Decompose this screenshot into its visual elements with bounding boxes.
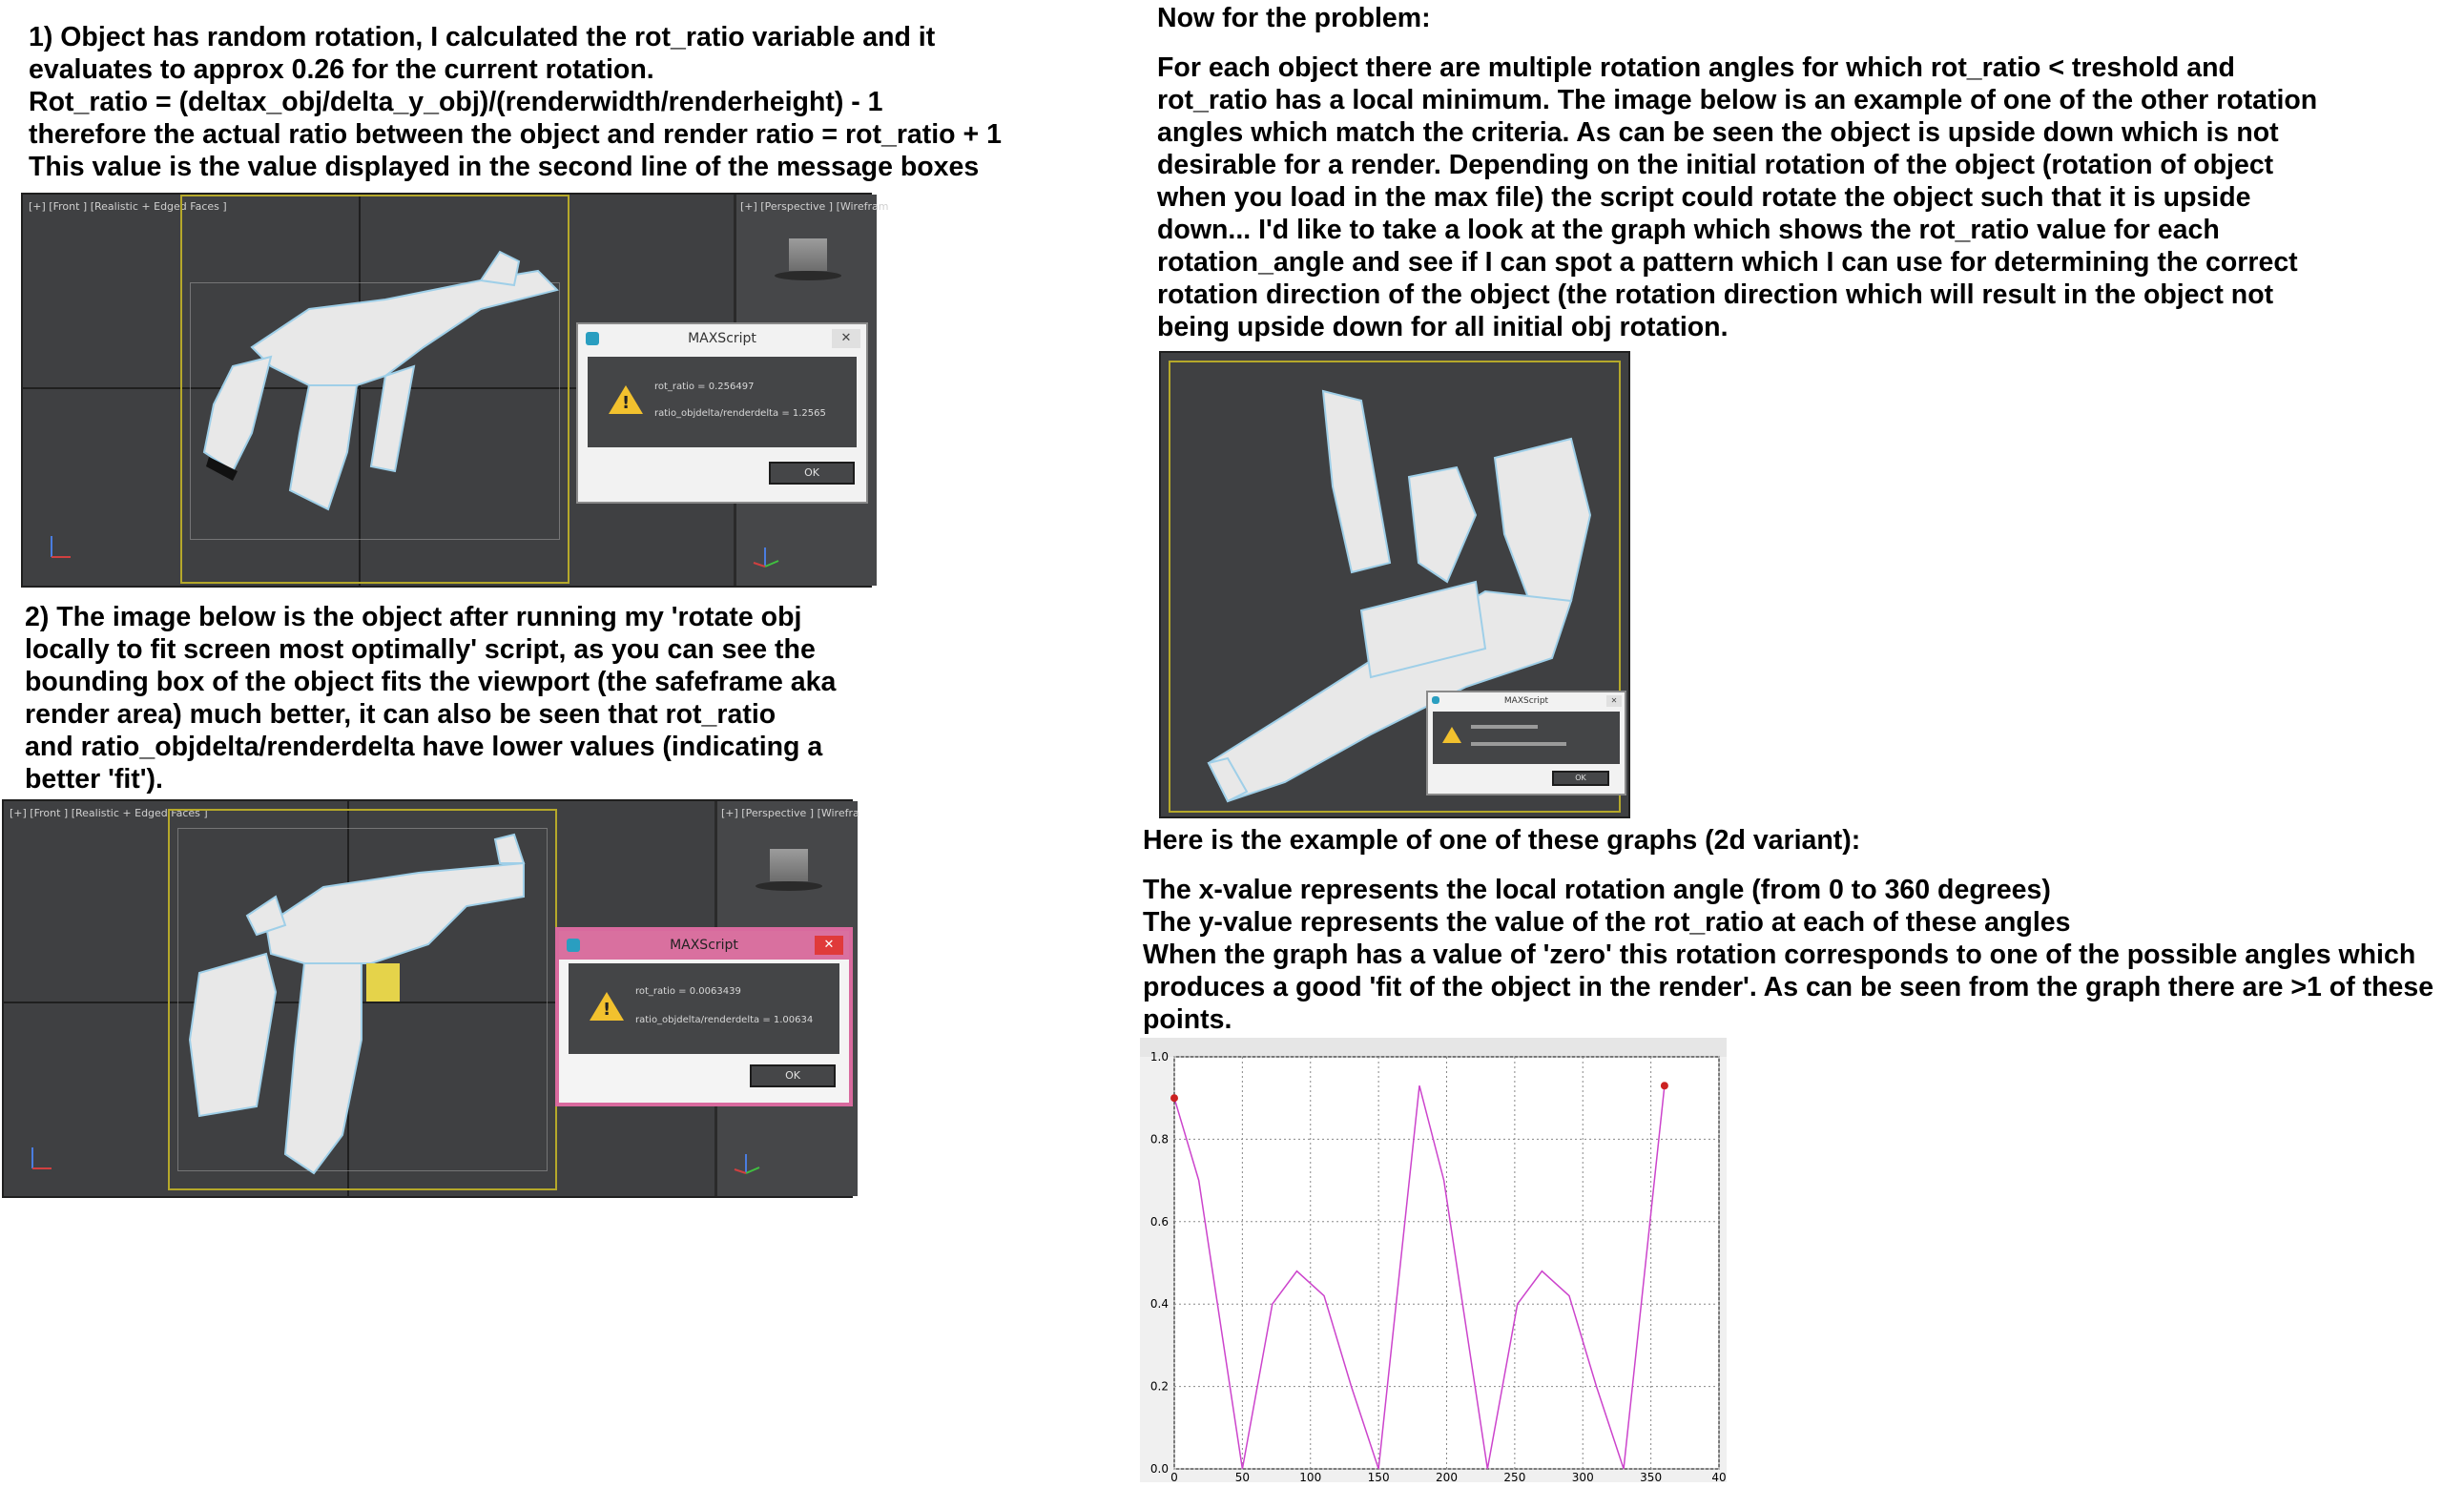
dialog-close-button[interactable]: ✕ <box>815 936 843 955</box>
text-line: desirable for a render. Depending on the initial rotation of the object (rotation of object <box>1157 150 2274 180</box>
viewcube-base <box>756 881 822 891</box>
x-tick-label: 300 <box>1571 1471 1594 1484</box>
x-tick-label: 0 <box>1170 1471 1178 1484</box>
dialog-line-ratio: ratio_objdelta/renderdelta = 1.2565 <box>654 408 826 419</box>
text-line: produces a good 'fit of the object in the render'. As can be seen from the graph there are >1 of these <box>1143 972 2434 1002</box>
dialog-line-blurred <box>1471 742 1566 746</box>
viewcube-base <box>775 271 841 280</box>
rot-ratio-chart <box>1140 1038 1727 1482</box>
chart-toolbar-strip <box>1140 1038 1727 1057</box>
maxscript-dialog <box>576 322 868 504</box>
x-tick-label: 150 <box>1367 1471 1390 1484</box>
axis-gizmo-icon <box>42 528 80 567</box>
dialog-title: MAXScript <box>578 324 866 353</box>
viewport-label: [+] [Perspective ] [Wirefram <box>740 200 889 213</box>
x-tick-label: 50 <box>1234 1471 1251 1484</box>
text-line: angles which match the criteria. As can be seen the object is upside down which is not <box>1157 117 2279 148</box>
y-tick-label: 0.2 <box>1149 1379 1169 1394</box>
text-line: This value is the value displayed in the second line of the message boxes <box>29 152 980 182</box>
text-line: therefore the actual ratio between the object and render ratio = rot_ratio + 1 <box>29 119 1002 150</box>
viewport-label: [+] [Front ] [Realistic + Edged Faces ] <box>10 807 208 819</box>
dialog-ok-button[interactable]: OK <box>750 1064 836 1087</box>
gun-model <box>195 242 576 528</box>
text-line: down... I'd like to take a look at the graph which shows the rot_ratio value for each <box>1157 215 2220 245</box>
x-tick-label: 40 <box>1711 1471 1727 1484</box>
viewport-screenshot-upside-down <box>1159 351 1630 818</box>
text-line: Rot_ratio = (deltax_obj/delta_y_obj)/(renderwidth/renderheight) - 1 <box>29 87 883 117</box>
text-line: locally to fit screen most optimally' script, as you can see the <box>25 634 816 665</box>
intro-paragraph <box>29 21 1002 183</box>
text-line: when you load in the max file) the script could rotate the object such that it is upside <box>1157 182 2251 213</box>
warning-icon-mark: ! <box>603 1000 611 1020</box>
viewport-screenshot-random-rotation <box>21 193 889 588</box>
graph-heading: Here is the example of one of these graphs (2d variant): <box>1143 825 1861 856</box>
dialog-close-button[interactable]: ✕ <box>832 329 860 348</box>
text-line: evaluates to approx 0.26 for the current rotation. <box>29 54 654 85</box>
text-line: and ratio_objdelta/renderdelta have lower values (indicating a <box>25 732 823 762</box>
gun-model <box>180 820 543 1183</box>
y-tick-label: 1.0 <box>1149 1050 1169 1064</box>
x-tick-label: 250 <box>1503 1471 1526 1484</box>
text-line: points. <box>1143 1004 1232 1035</box>
text-line: better 'fit'). <box>25 764 163 795</box>
perspective-viewport <box>1161 353 1628 816</box>
warning-icon <box>1442 727 1461 743</box>
maxscript-app-icon <box>567 939 580 952</box>
y-tick-label: 0.0 <box>1149 1462 1169 1476</box>
second-paragraph <box>25 601 836 795</box>
axis-gizmo-icon <box>727 1145 765 1183</box>
y-tick-label: 0.4 <box>1149 1297 1169 1311</box>
viewcube-icon <box>789 238 827 271</box>
dialog-message-area <box>588 357 857 447</box>
text-line: The y-value represents the value of the rot_ratio at each of these angles <box>1143 907 2071 938</box>
dialog-line-blurred <box>1471 725 1538 729</box>
text-line: render area) much better, it can also be seen that rot_ratio <box>25 699 776 730</box>
graph-section-text <box>1143 824 2433 1036</box>
text-line: rotation direction of the object (the rotation direction which will result in the object not <box>1157 279 2274 310</box>
data-point-marker <box>1661 1082 1668 1089</box>
x-tick-label: 100 <box>1299 1471 1322 1484</box>
maxscript-app-icon <box>586 332 599 345</box>
text-line: The x-value represents the local rotation angle (from 0 to 360 degrees) <box>1143 875 2051 905</box>
problem-heading: Now for the problem: <box>1157 3 1431 33</box>
dialog-message-area <box>569 963 839 1054</box>
axis-gizmo-icon <box>23 1140 61 1178</box>
maxscript-dialog <box>1426 691 1626 795</box>
viewport-screenshot-optimized-rotation <box>2 799 859 1198</box>
maxscript-dialog <box>555 927 853 1106</box>
text-line: 2) The image below is the object after running my 'rotate obj <box>25 602 802 632</box>
warning-icon-mark: ! <box>622 393 631 413</box>
text-line: 1) Object has random rotation, I calculated the rot_ratio variable and it <box>29 22 936 52</box>
dialog-title: MAXScript <box>1428 692 1625 710</box>
dialog-close-button[interactable]: ✕ <box>1606 695 1622 707</box>
dialog-title: MAXScript <box>559 931 849 960</box>
y-tick-label: 0.6 <box>1149 1214 1169 1229</box>
problem-section <box>1157 2 2317 343</box>
viewport-label: [+] [Front ] [Realistic + Edged Faces ] <box>29 200 227 213</box>
text-line: bounding box of the object fits the viewport (the safeframe aka <box>25 667 837 697</box>
text-line: being upside down for all initial obj rotation. <box>1157 312 1729 342</box>
dialog-line-ratio: ratio_objdelta/renderdelta = 1.00634 <box>635 1015 814 1025</box>
text-line: When the graph has a value of 'zero' this rotation corresponds to one of the possible angles which <box>1143 940 2416 970</box>
x-tick-label: 200 <box>1436 1471 1458 1484</box>
dialog-ok-button[interactable]: OK <box>1552 771 1609 786</box>
text-line: rotation_angle and see if I can spot a pattern which I can use for determining the correct <box>1157 247 2298 278</box>
x-tick-label: 350 <box>1640 1471 1663 1484</box>
dialog-ok-button[interactable]: OK <box>769 462 855 485</box>
viewport-label: [+] [Perspective ] [Wirefra <box>721 807 859 819</box>
maxscript-app-icon <box>1432 696 1439 704</box>
text-line: For each object there are multiple rotation angles for which rot_ratio < treshold and <box>1157 52 2235 83</box>
text-line: rot_ratio has a local minimum. The image below is an example of one of the other rotation <box>1157 85 2318 115</box>
rot-ratio-graph <box>1140 1038 1727 1482</box>
axis-gizmo-icon <box>746 538 784 576</box>
dialog-line-rot-ratio: rot_ratio = 0.0063439 <box>635 986 741 997</box>
viewcube-icon <box>770 849 808 881</box>
dialog-message-area <box>1433 712 1620 764</box>
data-point-marker <box>1170 1094 1178 1102</box>
dialog-line-rot-ratio: rot_ratio = 0.256497 <box>654 382 755 392</box>
y-tick-label: 0.8 <box>1149 1132 1169 1146</box>
